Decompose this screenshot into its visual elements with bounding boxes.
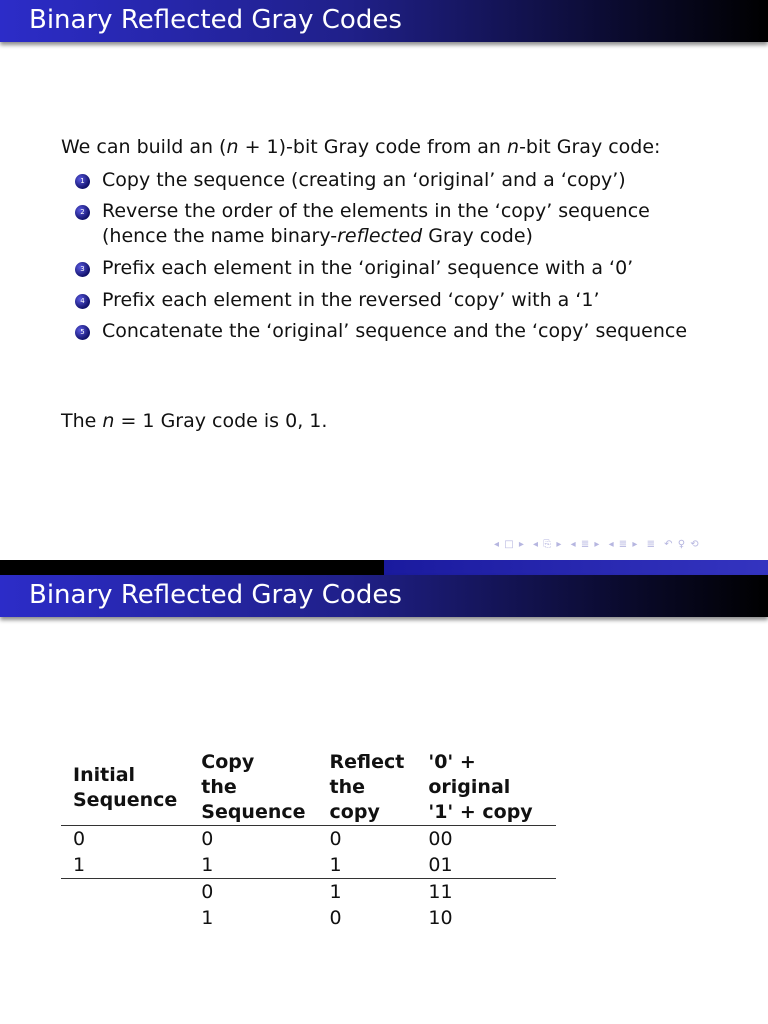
header-copy-sequence: Copy the Sequence <box>201 751 306 823</box>
header-band-left <box>0 560 384 576</box>
step-number: 4 <box>75 294 90 309</box>
header-reflect-copy: Reflect the copy <box>329 751 405 823</box>
table-row <box>61 852 556 879</box>
table-header-row <box>61 750 556 826</box>
table-cell: 00 <box>428 828 453 850</box>
table-cell <box>61 905 189 931</box>
gray-code-table <box>61 750 556 931</box>
nav-subsection-icon[interactable]: ◂ ⎘ ▸ <box>533 539 563 550</box>
table-cell: 1 <box>329 881 342 903</box>
step-text: Prefix each element in the reversed ‘copy’ with a ‘1’ <box>102 289 600 311</box>
slide-1-title: Binary Reflected Gray Codes <box>29 5 402 35</box>
step-text: Concatenate the ‘original’ sequence and the ‘copy’ sequence <box>102 320 688 342</box>
nav-back-search-icon[interactable]: ↶ ♀ ⟲ <box>664 539 700 550</box>
slide-2-title: Binary Reflected Gray Codes <box>29 580 402 610</box>
step-text: Prefix each element in the ‘original’ sequence with a ‘0’ <box>102 257 634 279</box>
table-row <box>61 905 556 931</box>
nav-toc-icon[interactable]: ≣ <box>646 539 656 550</box>
closing-text: The n = 1 Gray code is 0, 1. <box>61 410 328 432</box>
slide-2 <box>0 560 768 1024</box>
table-cell: 0 <box>201 828 214 850</box>
intro-text: We can build an (n + 1)-bit Gray code from an n-bit Gray code: <box>61 136 661 158</box>
table-cell: 11 <box>428 881 453 903</box>
step-text: Reverse the order of the elements in the ‘copy’ sequence (hence the name binary-reflected Gray code) <box>102 200 650 247</box>
table-row <box>61 826 556 853</box>
table-cell: 01 <box>428 854 453 876</box>
table-cell: 1 <box>201 907 214 929</box>
step-number: 3 <box>75 262 90 277</box>
slide-2-header-band <box>0 560 768 576</box>
slide-1-title-bar <box>0 0 768 42</box>
header-band-right <box>384 560 768 576</box>
table-cell <box>61 879 189 906</box>
beamer-navigation-bar[interactable] <box>494 539 764 553</box>
nav-subsection-list-icon[interactable]: ◂ ≣ ▸ <box>608 539 639 550</box>
table-cell: 1 <box>73 854 86 876</box>
nav-frame-icon[interactable]: ◂ □ ▸ <box>494 539 525 550</box>
table-row <box>61 879 556 906</box>
step-number: 5 <box>75 325 90 340</box>
table-cell: 1 <box>329 854 342 876</box>
table-cell: 1 <box>201 854 214 876</box>
header-initial-sequence: Initial Sequence <box>73 763 178 811</box>
nav-section-icon[interactable]: ◂ ≣ ▸ <box>570 539 601 550</box>
slide-2-title-bar <box>0 575 768 617</box>
step-number: 2 <box>75 205 90 220</box>
table-cell: 0 <box>201 881 214 903</box>
header-prefix: '0' + original '1' + copy <box>428 751 533 823</box>
table-cell: 0 <box>329 828 342 850</box>
table-cell: 10 <box>428 907 453 929</box>
step-number: 1 <box>75 174 90 189</box>
step-text: Copy the sequence (creating an ‘original’ and a ‘copy’) <box>102 169 626 191</box>
table-cell: 0 <box>329 907 342 929</box>
table-cell: 0 <box>73 828 86 850</box>
